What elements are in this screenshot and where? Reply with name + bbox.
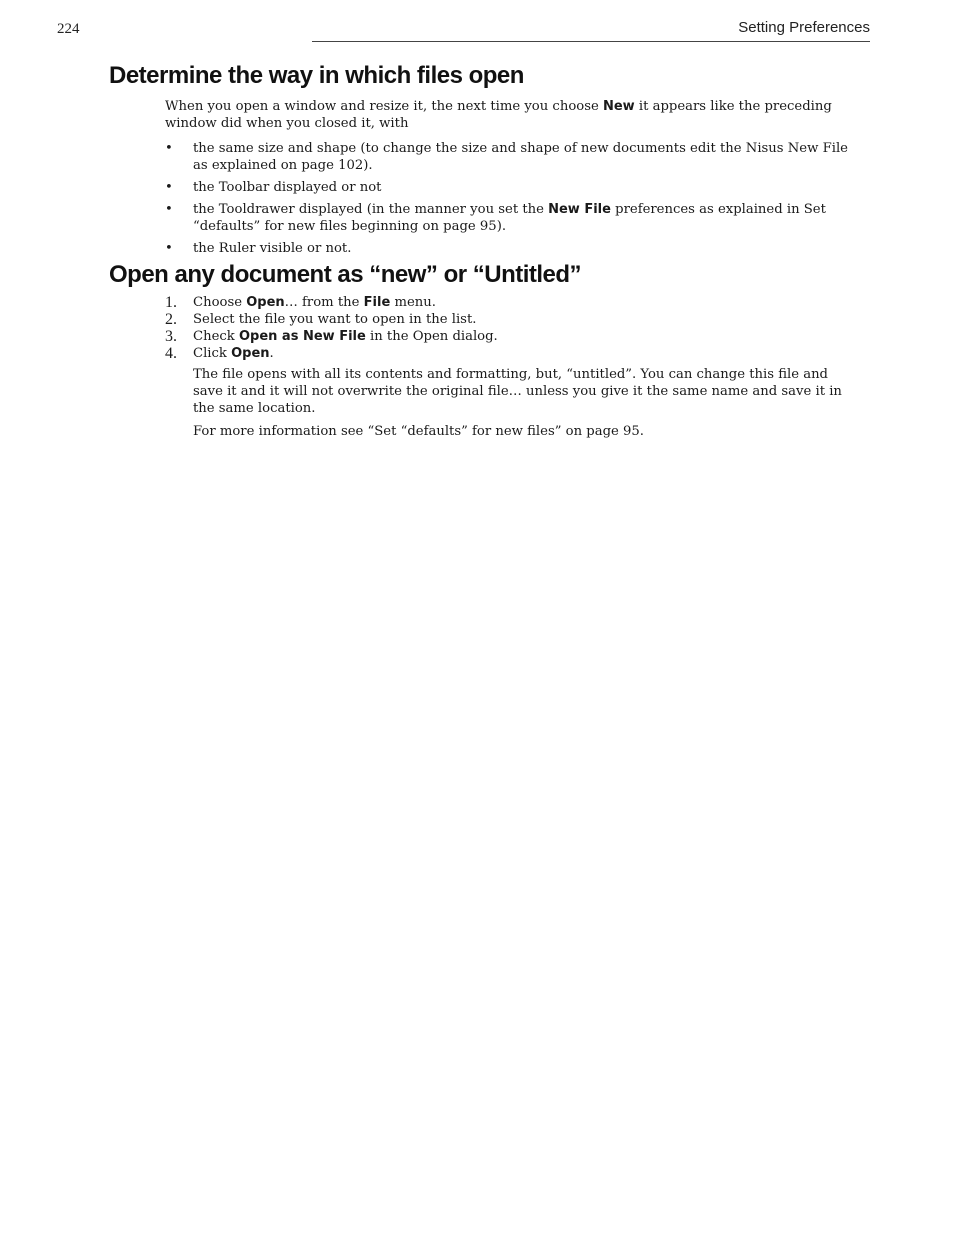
- step-number: 2.: [165, 311, 177, 328]
- section-heading-file-open: Determine the way in which files open: [109, 62, 524, 89]
- bullet-item: • the same size and shape (to change the size and shape of new documents edit the Nisus New File as explained on page 102).: [165, 141, 848, 173]
- bullet-item: • the Tooldrawer displayed (in the manner you set the New File preferences as explained in Set “defaults” for new files beginning on page 95).: [165, 202, 826, 234]
- step-item: 4. Click Open.: [165, 345, 274, 362]
- bullet-icon: •: [165, 241, 173, 256]
- step-number: 1.: [165, 294, 177, 311]
- bullet-icon: •: [165, 180, 173, 195]
- ui-term-open: Open: [246, 295, 285, 310]
- bullet-item: • the Ruler visible or not.: [165, 241, 352, 256]
- ui-term-new-file: New File: [548, 202, 611, 217]
- step-item: 1. Choose Open… from the File menu.: [165, 294, 436, 311]
- step-number: 3.: [165, 328, 177, 345]
- ui-term-open: Open: [231, 346, 270, 361]
- bullet-item: • the Toolbar displayed or not: [165, 180, 382, 195]
- intro-paragraph: When you open a window and resize it, the next time you choose New it appears like the preceding window did when you closed it, with: [165, 99, 832, 131]
- page-number: 224: [57, 21, 80, 37]
- bullet-icon: •: [165, 141, 173, 156]
- more-info-paragraph: For more information see “Set “defaults” for new files” on page 95.: [193, 424, 644, 439]
- numbered-steps: [165, 294, 850, 362]
- bullet-list: [165, 140, 850, 262]
- step-item: 2. Select the file you want to open in the list.: [165, 311, 477, 328]
- section-heading-open-as-new: Open any document as “new” or “Untitled”: [109, 261, 582, 288]
- bullet-icon: •: [165, 202, 173, 217]
- ui-term-new: New: [602, 99, 635, 114]
- result-paragraph: The file opens with all its contents and formatting, but, “untitled”. You can change this file and save it and it will not overwrite the original file… unless you give it the same name and save it in the same location.: [193, 367, 842, 416]
- ui-term-open-as-new-file: Open as New File: [238, 329, 366, 344]
- step-item: 3. Check Open as New File in the Open dialog.: [165, 328, 498, 345]
- ui-term-file: File: [363, 295, 391, 310]
- step-number: 4.: [165, 345, 177, 362]
- running-header: Setting Preferences: [312, 19, 870, 42]
